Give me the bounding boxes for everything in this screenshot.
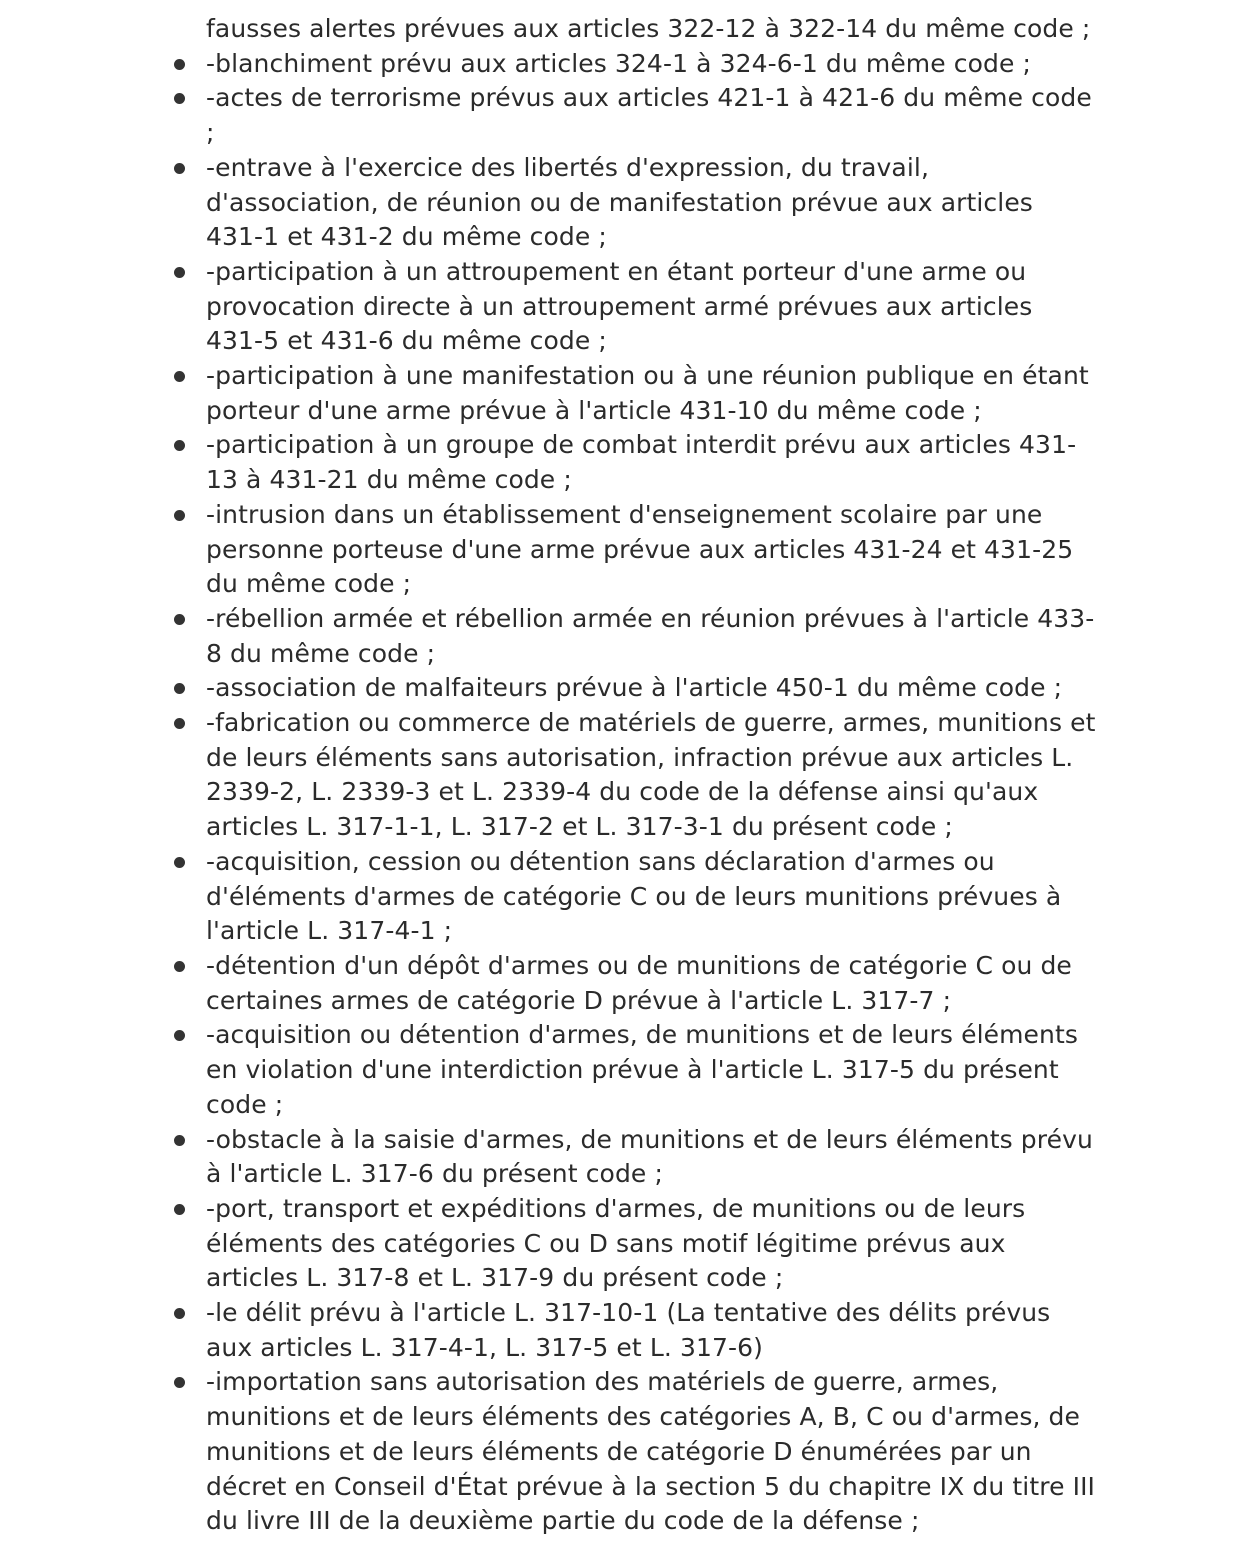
document-body [206, 12, 1096, 1539]
bullet-icon [174, 1308, 185, 1319]
list-item [206, 1123, 1096, 1192]
bullet-icon [174, 371, 185, 382]
list-item-text: -intrusion dans un établissement d'enseignement scolaire par une personne porteuse d'une arme prévue aux articles 431-24 et 431-25 du même code ; [206, 499, 1074, 599]
bullet-icon [174, 267, 185, 278]
list-item-text: -obstacle à la saisie d'armes, de munitions et de leurs éléments prévu à l'article L. 317-6 du présent code ; [206, 1124, 1093, 1189]
list-item-text: -participation à un groupe de combat interdit prévu aux articles 431-13 à 431-21 du même code ; [206, 430, 1077, 495]
list-item [206, 1365, 1096, 1539]
bullet-icon [174, 857, 185, 868]
bullet-icon [174, 1377, 185, 1388]
bullet-icon [174, 614, 185, 625]
bullet-icon [174, 683, 185, 694]
bullet-icon [174, 961, 185, 972]
bullet-icon [174, 510, 185, 521]
list-item [206, 1018, 1096, 1122]
list-item [206, 255, 1096, 359]
list-item-text: -port, transport et expéditions d'armes, de munitions ou de leurs éléments des catégories C ou D sans motif légitime prévus aux articles L. 317-8 et L. 317-9 du présent code ; [206, 1193, 1026, 1293]
list-item-text: -actes de terrorisme prévus aux articles 421-1 à 421-6 du même code ; [206, 83, 1092, 148]
list-item [206, 498, 1096, 602]
list-item [206, 671, 1096, 706]
list-item-text: -fabrication ou commerce de matériels de guerre, armes, munitions et de leurs éléments sans autorisation, infraction prévue aux articles L. 2339-2, L. 2339-3 et L. 2339-4 du code de la défense ainsi qu'aux articles L. 317-1-1, L. 317-2 et L. 317-3-1 du présent code ; [206, 708, 1096, 842]
list-item [206, 359, 1096, 428]
bullet-icon [174, 59, 185, 70]
continued-text: fausses alertes prévues aux articles 322-12 à 322-14 du même code ; [206, 14, 1091, 43]
list-item-text: -blanchiment prévu aux articles 324-1 à 324-6-1 du même code ; [206, 48, 1032, 78]
offense-list [206, 47, 1096, 1539]
bullet-icon [174, 1204, 185, 1215]
bullet-icon [174, 1030, 185, 1041]
bullet-icon [174, 1135, 185, 1146]
list-item-text: -association de malfaiteurs prévue à l'article 450-1 du même code ; [206, 673, 1063, 703]
list-item-text: -le délit prévu à l'article L. 317-10-1 (La tentative des délits prévus aux articles L. 317-4-1, L. 317-5 et L. 317-6) [206, 1298, 1051, 1362]
list-item-text: -détention d'un dépôt d'armes ou de munitions de catégorie C ou de certaines armes de catégorie D prévue à l'article L. 317-7 ; [206, 950, 1072, 1015]
list-item [206, 81, 1096, 150]
bullet-icon [174, 440, 185, 451]
list-item [206, 706, 1096, 845]
list-item [206, 151, 1096, 255]
list-item [206, 1192, 1096, 1296]
list-item [206, 428, 1096, 497]
list-item-text: -importation sans autorisation des matériels de guerre, armes, munitions et de leurs éléments des catégories A, B, C ou d'armes, de munitions et de leurs éléments de catégorie D énumérées par un décret en Conseil d'État prévue à la section 5 du chapitre IX du titre III du livre III de la deuxième partie du code de la défense ; [206, 1367, 1096, 1536]
list-item [206, 949, 1096, 1018]
list-item [206, 1296, 1096, 1365]
bullet-icon [174, 93, 185, 104]
list-item-text: -participation à une manifestation ou à une réunion publique en étant porteur d'une arme prévue à l'article 431-10 du même code ; [206, 361, 1089, 425]
bullet-icon [174, 718, 185, 729]
list-item-text: -rébellion armée et rébellion armée en réunion prévues à l'article 433-8 du même code ; [206, 603, 1095, 668]
bullet-icon [174, 163, 185, 174]
list-item-text: -acquisition ou détention d'armes, de munitions et de leurs éléments en violation d'une interdiction prévue à l'article L. 317-5 du présent code ; [206, 1020, 1079, 1119]
list-item-text: -participation à un attroupement en étant porteur d'une arme ou provocation directe à un attroupement armé prévues aux articles 431-5 et 431-6 du même code ; [206, 256, 1033, 356]
list-item-text: -entrave à l'exercice des libertés d'expression, du travail, d'association, de réunion ou de manifestation prévue aux articles 431-1 et 431-2 du même code ; [206, 152, 1033, 252]
list-item [206, 602, 1096, 671]
list-item [206, 47, 1096, 82]
list-item-text: -acquisition, cession ou détention sans déclaration d'armes ou d'éléments d'armes de catégorie C ou de leurs munitions prévues à l'article L. 317-4-1 ; [206, 846, 1062, 946]
list-item [206, 845, 1096, 949]
